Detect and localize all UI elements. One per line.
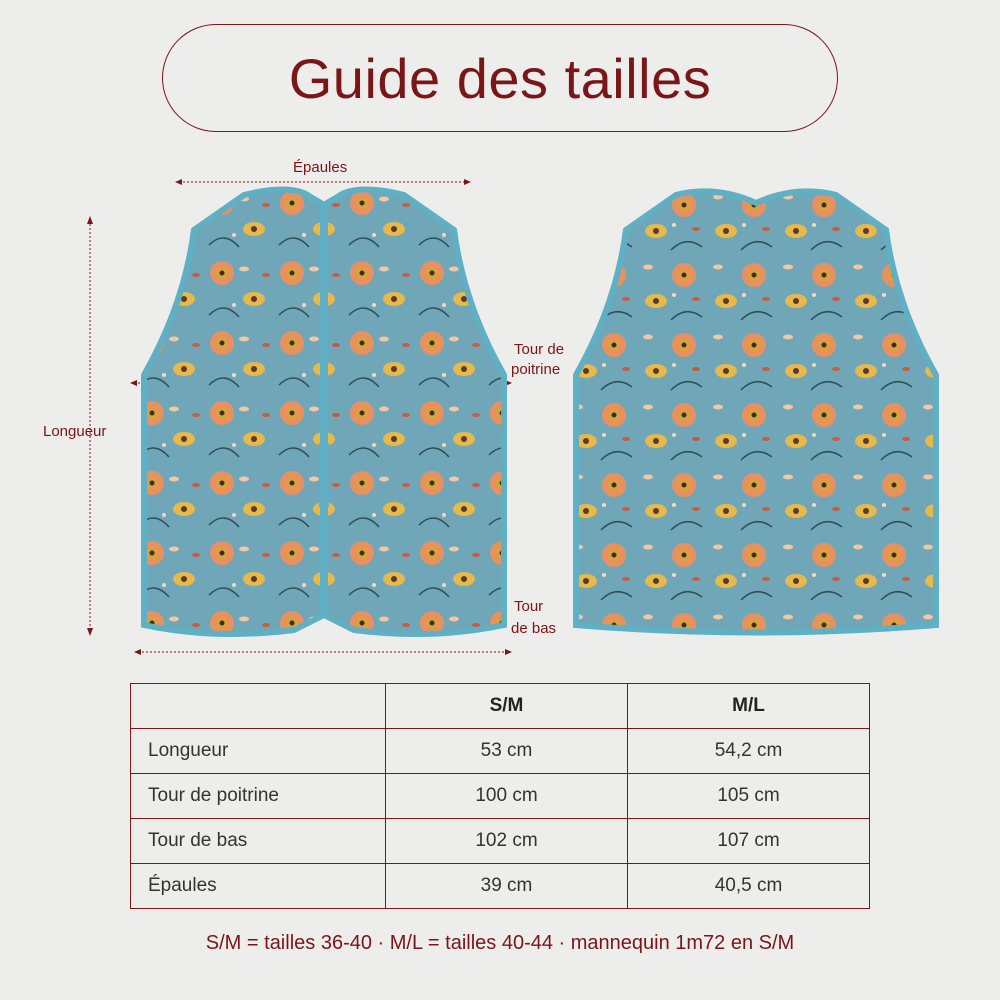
size-footnote: S/M = tailles 36-40 · M/L = tailles 40-44 · mannequin 1m72 en S/M [205,932,795,954]
row-label: Tour de poitrine [131,774,386,819]
value-sm: 100 cm [386,774,628,819]
value-sm: 39 cm [386,864,628,909]
title-banner [162,24,838,132]
chest-label-line1: Tour de [514,341,565,358]
value-ml: 40,5 cm [628,864,870,909]
table-row [131,864,870,909]
table-header-empty [131,684,386,729]
chest-label-line2: poitrine [511,361,561,378]
length-arrow [84,216,96,636]
value-sm: 102 cm [386,819,628,864]
value-sm: 53 cm [386,729,628,774]
vest-figure [0,140,1000,680]
shoulders-label: Épaules [293,159,348,176]
table-header-ml: M/L [628,684,870,729]
hem-label-line1: Tour [514,598,544,615]
vest-front-image [134,185,514,645]
table-header-row [131,684,870,729]
value-ml: 54,2 cm [628,729,870,774]
table-header-sm: S/M [386,684,628,729]
value-ml: 107 cm [628,819,870,864]
row-label: Tour de bas [131,819,386,864]
hem-arrow [134,646,512,658]
table-row [131,819,870,864]
table-row [131,729,870,774]
hem-label-line2: de bas [511,620,557,637]
row-label: Épaules [131,864,386,909]
vest-back-image [566,185,946,645]
size-table [130,683,870,909]
value-ml: 105 cm [628,774,870,819]
page-title: Guide des tailles [288,46,712,110]
table-row [131,774,870,819]
row-label: Longueur [131,729,386,774]
length-label: Longueur [43,423,107,440]
